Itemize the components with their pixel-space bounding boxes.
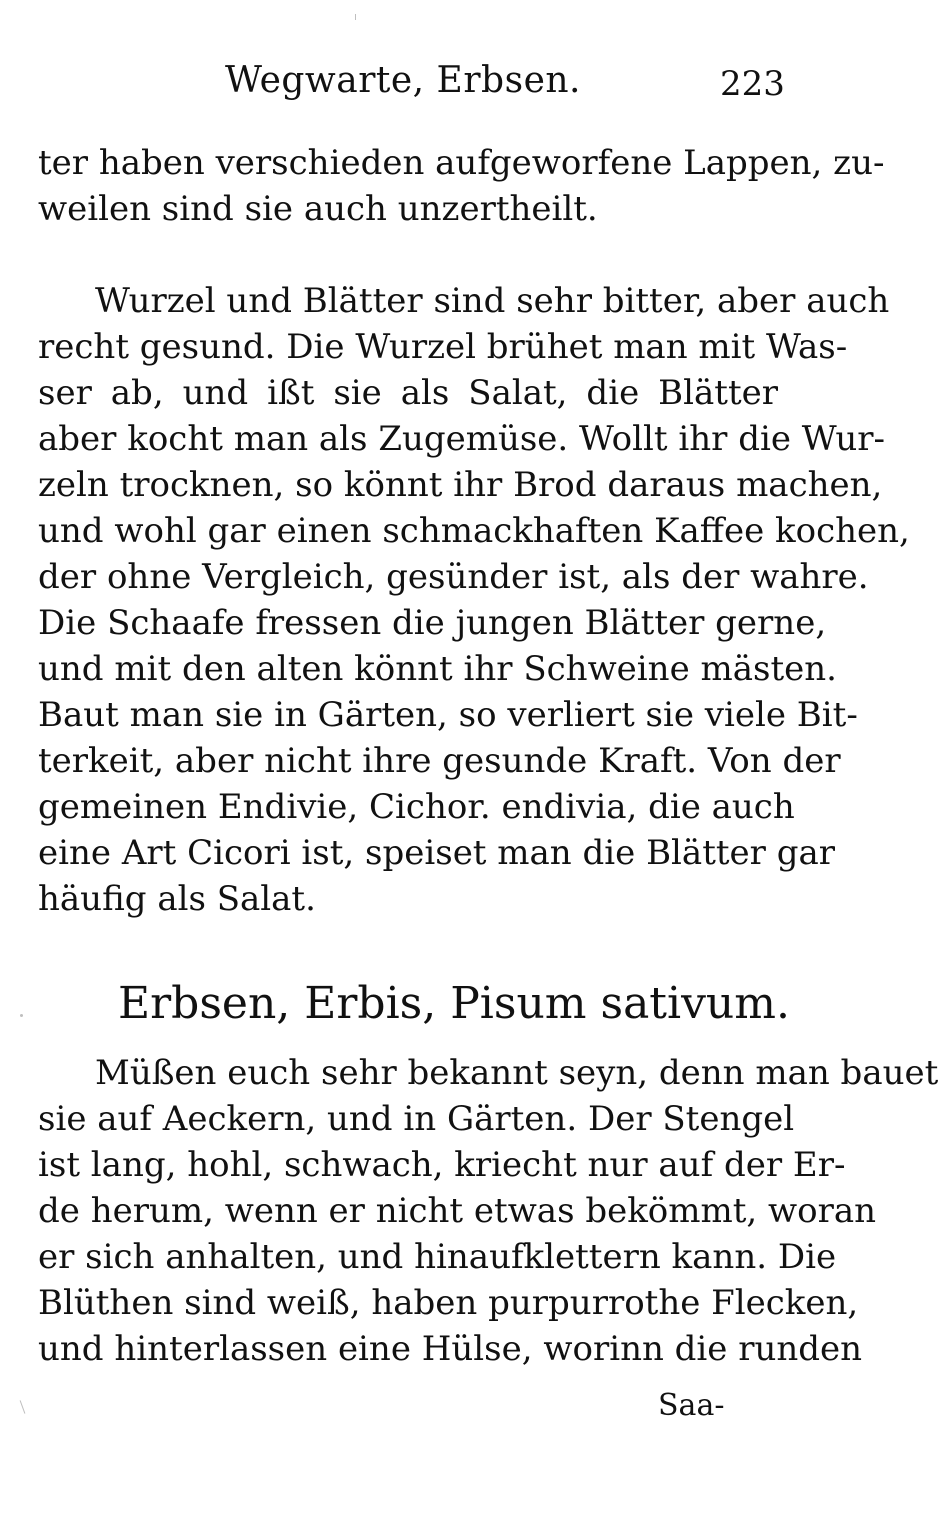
text-line: aber kocht man als Zugemüse. Wollt ihr die Wur- <box>38 419 885 459</box>
text-line: und mit den alten könnt ihr Schweine mästen. <box>38 649 837 689</box>
text-line: ter haben verschieden aufgeworfene Lappen, zu- <box>38 143 885 183</box>
catchword: Saa- <box>658 1388 725 1423</box>
scan-mark <box>355 14 356 20</box>
text-line: recht gesund. Die Wurzel brühet man mit Was- <box>38 327 848 367</box>
text-line: Die Schaafe fressen die jungen Blätter gerne, <box>38 603 827 643</box>
text-line: Blüthen sind weiß, haben purpurrothe Flecken, <box>38 1283 859 1323</box>
text-line: und wohl gar einen schmackhaften Kaffee kochen, <box>38 511 910 551</box>
text-line: gemeinen Endivie, Cichor. endivia, die auch <box>38 787 795 827</box>
scan-mark <box>20 1400 26 1413</box>
text-line: er sich anhalten, und hinaufklettern kann. Die <box>38 1237 837 1277</box>
section-heading: Erbsen, Erbis, Pisum sativum. <box>118 978 790 1029</box>
running-title: Wegwarte, Erbsen. <box>225 60 582 101</box>
text-line: der ohne Vergleich, gesünder ist, als der wahre. <box>38 557 869 597</box>
text-line: weilen sind sie auch unzertheilt. <box>38 189 598 229</box>
page-header <box>0 60 830 110</box>
text-line: eine Art Cicori ist, speiset man die Blätter gar <box>38 833 835 873</box>
text-line: Wurzel und Blätter sind sehr bitter, aber auch <box>95 281 890 321</box>
text-line: und hinterlassen eine Hülse, worinn die runden <box>38 1329 863 1369</box>
text-line: de herum, wenn er nicht etwas bekömmt, woran <box>38 1191 877 1231</box>
text-line: ser ab, und ißt sie als Salat, die Blätter <box>38 373 778 413</box>
text-line: Müßen euch sehr bekannt seyn, denn man bauet <box>95 1053 938 1093</box>
scan-speck <box>20 1014 23 1017</box>
text-line: ist lang, hohl, schwach, kriecht nur auf der Er- <box>38 1145 846 1185</box>
text-line: zeln trocknen, so könnt ihr Brod daraus machen, <box>38 465 883 505</box>
text-line: Baut man sie in Gärten, so verliert sie viele Bit- <box>38 695 858 735</box>
text-line: häufig als Salat. <box>38 879 316 919</box>
text-line: sie auf Aeckern, und in Gärten. Der Stengel <box>38 1099 795 1139</box>
text-line: terkeit, aber nicht ihre gesunde Kraft. Von der <box>38 741 841 781</box>
page-number: 223 <box>720 64 785 104</box>
